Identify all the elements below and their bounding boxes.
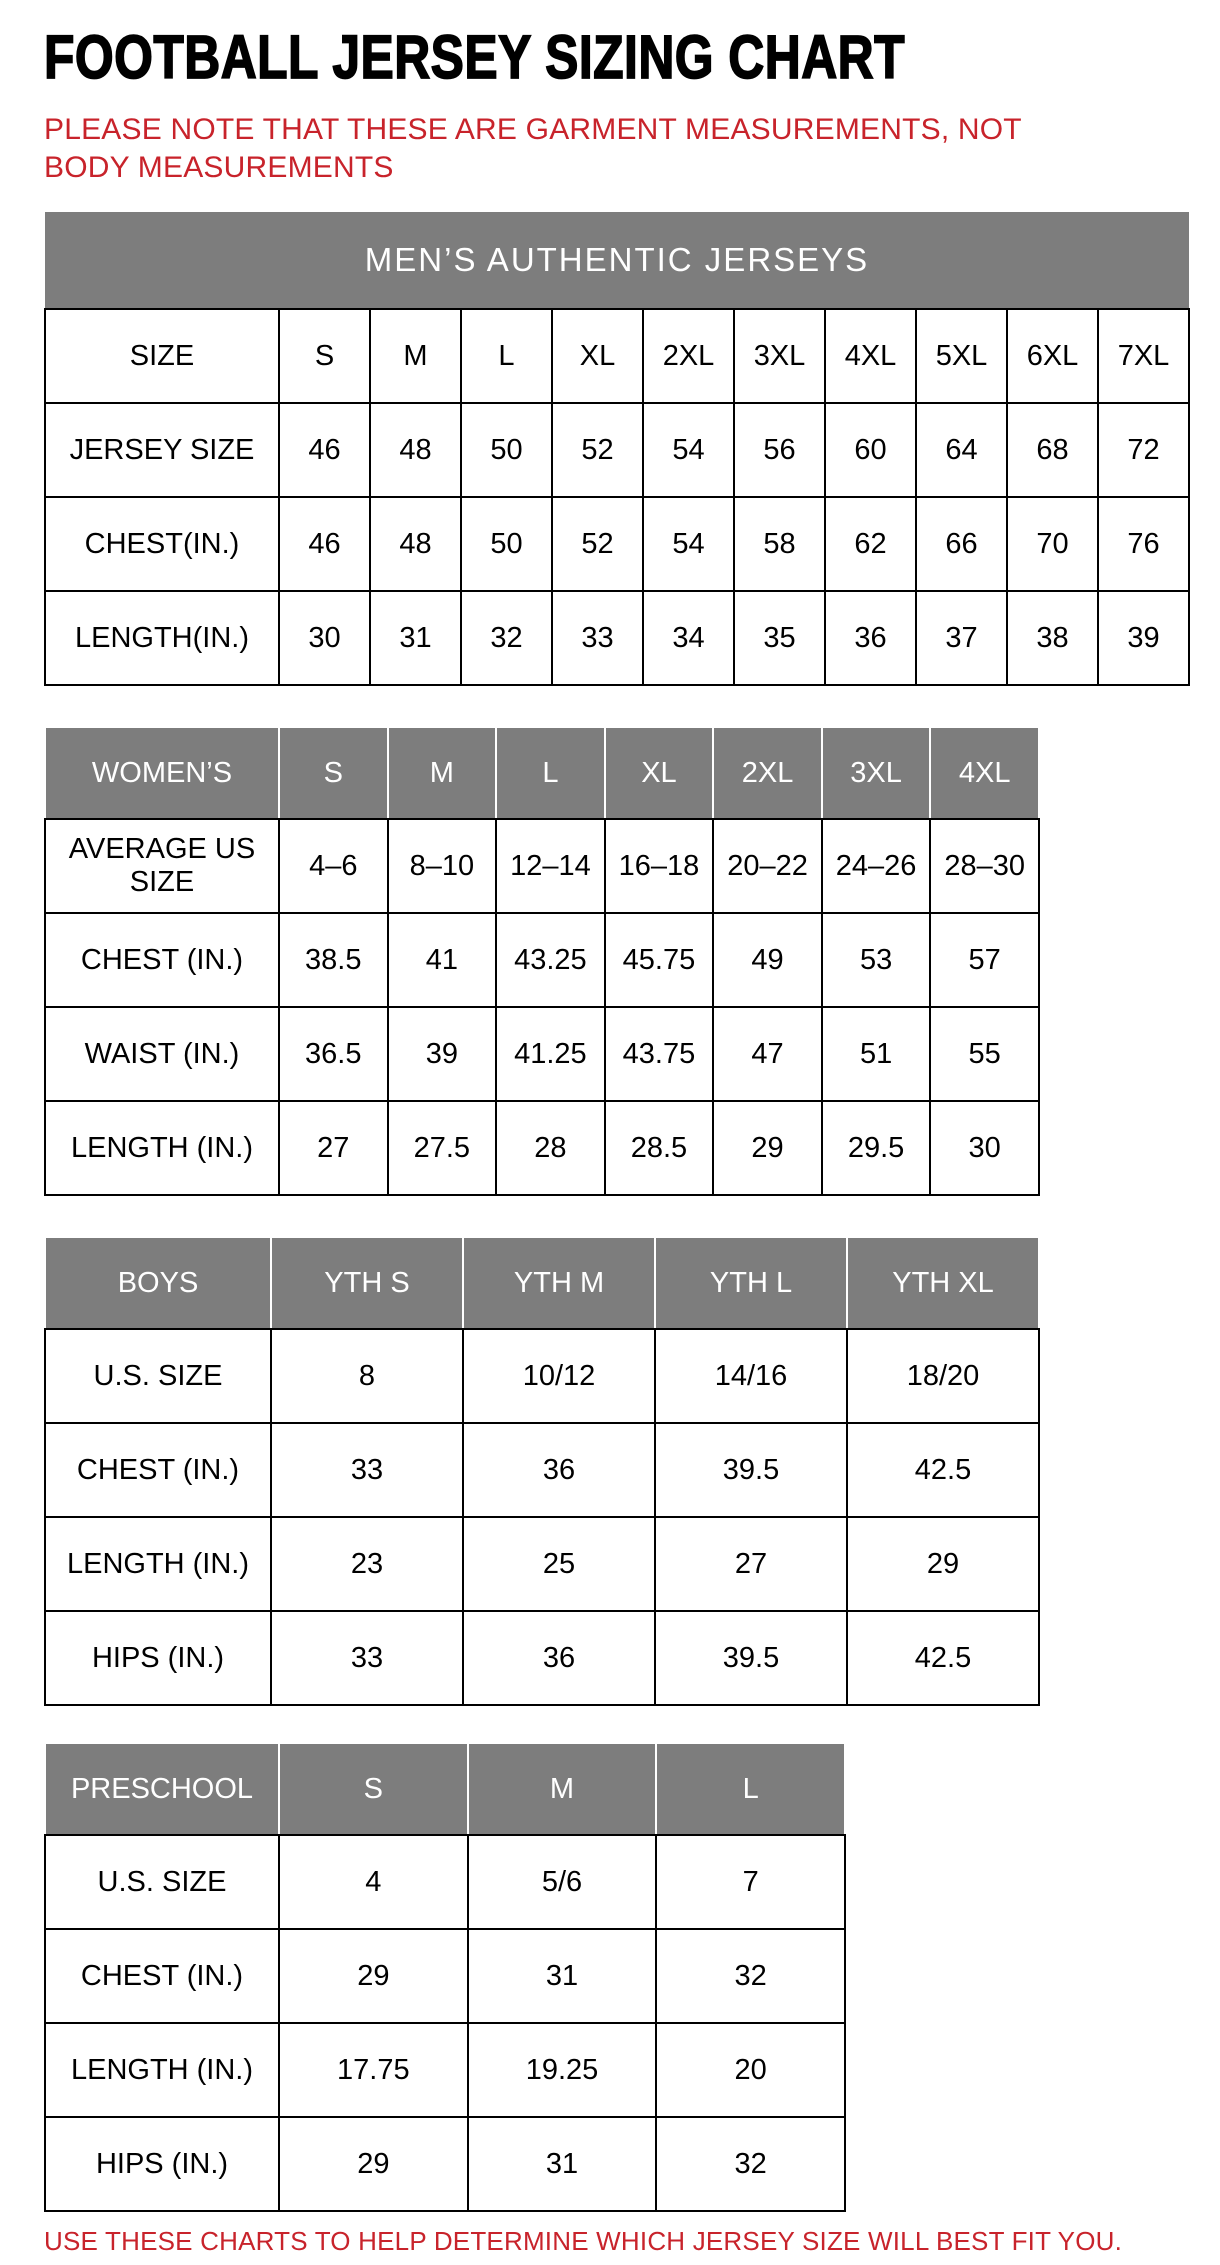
value-cell: 36.5 bbox=[279, 1007, 388, 1101]
value-cell: L bbox=[461, 309, 552, 403]
table-row bbox=[45, 2117, 845, 2211]
value-cell: 48 bbox=[370, 497, 461, 591]
value-cell: 43.25 bbox=[496, 913, 605, 1007]
value-cell: 33 bbox=[552, 591, 643, 685]
value-cell: 34 bbox=[643, 591, 734, 685]
value-cell: 72 bbox=[1098, 403, 1189, 497]
value-cell: 41.25 bbox=[496, 1007, 605, 1101]
value-cell: 42.5 bbox=[847, 1423, 1039, 1517]
row-label-cell: U.S. SIZE bbox=[45, 1835, 279, 1929]
value-cell: 31 bbox=[468, 1929, 657, 2023]
value-cell: 47 bbox=[713, 1007, 822, 1101]
value-cell: 62 bbox=[825, 497, 916, 591]
table-row bbox=[45, 1329, 1039, 1423]
table-row bbox=[45, 591, 1189, 685]
value-cell: 60 bbox=[825, 403, 916, 497]
table-row bbox=[45, 2023, 845, 2117]
value-cell: 6XL bbox=[1007, 309, 1098, 403]
value-cell: 36 bbox=[463, 1611, 655, 1705]
value-cell: 29 bbox=[279, 2117, 468, 2211]
value-cell: 14/16 bbox=[655, 1329, 847, 1423]
row-label-cell: HIPS (IN.) bbox=[45, 1611, 271, 1705]
value-cell: 66 bbox=[916, 497, 1007, 591]
value-cell: 28–30 bbox=[930, 819, 1039, 913]
column-header-cell: 3XL bbox=[822, 727, 931, 819]
row-label-cell: LENGTH (IN.) bbox=[45, 1101, 279, 1195]
fit-advice-footer: USE THESE CHARTS TO HELP DETERMINE WHICH JERSEY SIZE WILL BEST FIT YOU. bbox=[44, 2226, 1123, 2256]
value-cell: 10/12 bbox=[463, 1329, 655, 1423]
value-cell: 49 bbox=[713, 913, 822, 1007]
row-label-cell: U.S. SIZE bbox=[45, 1329, 271, 1423]
womens-sizing-table bbox=[44, 726, 1190, 1196]
value-cell: 7XL bbox=[1098, 309, 1189, 403]
column-header-cell: L bbox=[656, 1743, 845, 1835]
table-row bbox=[45, 1611, 1039, 1705]
table-banner-row bbox=[45, 212, 1189, 309]
value-cell: 28.5 bbox=[605, 1101, 714, 1195]
row-label-cell: AVERAGE US SIZE bbox=[45, 819, 279, 913]
mens-authentic-jerseys bbox=[44, 212, 1190, 686]
value-cell: 4 bbox=[279, 1835, 468, 1929]
table-title-cell: BOYS bbox=[45, 1237, 271, 1329]
value-cell: 53 bbox=[822, 913, 931, 1007]
value-cell: 27 bbox=[655, 1517, 847, 1611]
row-label-cell: LENGTH (IN.) bbox=[45, 1517, 271, 1611]
column-header-cell: YTH L bbox=[655, 1237, 847, 1329]
row-label-cell: CHEST (IN.) bbox=[45, 1423, 271, 1517]
value-cell: 5/6 bbox=[468, 1835, 657, 1929]
value-cell: 23 bbox=[271, 1517, 463, 1611]
value-cell: 20–22 bbox=[713, 819, 822, 913]
value-cell: 3XL bbox=[734, 309, 825, 403]
value-cell: 41 bbox=[388, 913, 497, 1007]
row-label-cell: CHEST (IN.) bbox=[45, 913, 279, 1007]
value-cell: 4XL bbox=[825, 309, 916, 403]
column-header-cell: YTH S bbox=[271, 1237, 463, 1329]
value-cell: 58 bbox=[734, 497, 825, 591]
value-cell: 36 bbox=[825, 591, 916, 685]
table-row bbox=[45, 913, 1039, 1007]
value-cell: 46 bbox=[279, 497, 370, 591]
value-cell: 57 bbox=[930, 913, 1039, 1007]
value-cell: 29 bbox=[847, 1517, 1039, 1611]
column-header-cell: S bbox=[279, 727, 388, 819]
table-header-row bbox=[45, 1237, 1039, 1329]
value-cell: 4–6 bbox=[279, 819, 388, 913]
value-cell: 35 bbox=[734, 591, 825, 685]
value-cell: 54 bbox=[643, 403, 734, 497]
table-row bbox=[45, 1007, 1039, 1101]
table-row bbox=[45, 403, 1189, 497]
value-cell: 52 bbox=[552, 497, 643, 591]
value-cell: 33 bbox=[271, 1611, 463, 1705]
value-cell: 76 bbox=[1098, 497, 1189, 591]
value-cell: 27 bbox=[279, 1101, 388, 1195]
column-header-cell: YTH XL bbox=[847, 1237, 1039, 1329]
table-banner: MEN’S AUTHENTIC JERSEYS bbox=[45, 212, 1189, 309]
column-header-cell: 4XL bbox=[930, 727, 1039, 819]
value-cell: M bbox=[370, 309, 461, 403]
value-cell: 27.5 bbox=[388, 1101, 497, 1195]
row-label-cell: CHEST(IN.) bbox=[45, 497, 279, 591]
page-title: FOOTBALL JERSEY SIZING CHART bbox=[44, 23, 906, 92]
value-cell: 68 bbox=[1007, 403, 1098, 497]
column-header-cell: YTH M bbox=[463, 1237, 655, 1329]
value-cell: 70 bbox=[1007, 497, 1098, 591]
value-cell: 30 bbox=[930, 1101, 1039, 1195]
table-row bbox=[45, 1835, 845, 1929]
value-cell: 16–18 bbox=[605, 819, 714, 913]
value-cell: 46 bbox=[279, 403, 370, 497]
value-cell: 25 bbox=[463, 1517, 655, 1611]
value-cell: 32 bbox=[656, 1929, 845, 2023]
value-cell: 55 bbox=[930, 1007, 1039, 1101]
garment-measurements-note: PLEASE NOTE THAT THESE ARE GARMENT MEASUREMENTS, NOT BODY MEASUREMENTS bbox=[44, 113, 1022, 184]
value-cell: 48 bbox=[370, 403, 461, 497]
column-header-cell: S bbox=[279, 1743, 468, 1835]
row-label-cell: HIPS (IN.) bbox=[45, 2117, 279, 2211]
value-cell: 32 bbox=[656, 2117, 845, 2211]
table-header-row bbox=[45, 727, 1039, 819]
column-header-cell: L bbox=[496, 727, 605, 819]
row-label-cell: LENGTH(IN.) bbox=[45, 591, 279, 685]
value-cell: 39 bbox=[388, 1007, 497, 1101]
value-cell: 24–26 bbox=[822, 819, 931, 913]
value-cell: 45.75 bbox=[605, 913, 714, 1007]
womens-jerseys bbox=[44, 726, 1040, 1196]
value-cell: 52 bbox=[552, 403, 643, 497]
table-title-cell: WOMEN’S bbox=[45, 727, 279, 819]
preschool-jerseys bbox=[44, 1742, 846, 2212]
value-cell: 29.5 bbox=[822, 1101, 931, 1195]
value-cell: 7 bbox=[656, 1835, 845, 1929]
value-cell: 20 bbox=[656, 2023, 845, 2117]
column-header-cell: 2XL bbox=[713, 727, 822, 819]
value-cell: 30 bbox=[279, 591, 370, 685]
table-row bbox=[45, 1929, 845, 2023]
row-label-cell: CHEST (IN.) bbox=[45, 1929, 279, 2023]
value-cell: 18/20 bbox=[847, 1329, 1039, 1423]
table-row bbox=[45, 309, 1189, 403]
table-row bbox=[45, 1423, 1039, 1517]
value-cell: 32 bbox=[461, 591, 552, 685]
value-cell: 38.5 bbox=[279, 913, 388, 1007]
row-label-cell: SIZE bbox=[45, 309, 279, 403]
table-title-cell: PRESCHOOL bbox=[45, 1743, 279, 1835]
boys-sizing-table bbox=[44, 1236, 1190, 1706]
row-label-cell: JERSEY SIZE bbox=[45, 403, 279, 497]
column-header-cell: M bbox=[468, 1743, 657, 1835]
table-header-row bbox=[45, 1743, 845, 1835]
value-cell: 33 bbox=[271, 1423, 463, 1517]
value-cell: 2XL bbox=[643, 309, 734, 403]
mens-sizing-table bbox=[44, 212, 1190, 686]
value-cell: 39.5 bbox=[655, 1423, 847, 1517]
value-cell: 42.5 bbox=[847, 1611, 1039, 1705]
table-row bbox=[45, 1517, 1039, 1611]
value-cell: 51 bbox=[822, 1007, 931, 1101]
column-header-cell: XL bbox=[605, 727, 714, 819]
value-cell: 17.75 bbox=[279, 2023, 468, 2117]
value-cell: 39.5 bbox=[655, 1611, 847, 1705]
value-cell: XL bbox=[552, 309, 643, 403]
value-cell: 64 bbox=[916, 403, 1007, 497]
value-cell: 5XL bbox=[916, 309, 1007, 403]
value-cell: 36 bbox=[463, 1423, 655, 1517]
value-cell: 19.25 bbox=[468, 2023, 657, 2117]
value-cell: 29 bbox=[279, 1929, 468, 2023]
value-cell: 37 bbox=[916, 591, 1007, 685]
value-cell: 29 bbox=[713, 1101, 822, 1195]
row-label-cell: LENGTH (IN.) bbox=[45, 2023, 279, 2117]
table-row bbox=[45, 1101, 1039, 1195]
value-cell: 50 bbox=[461, 497, 552, 591]
value-cell: 43.75 bbox=[605, 1007, 714, 1101]
value-cell: 31 bbox=[370, 591, 461, 685]
value-cell: 28 bbox=[496, 1101, 605, 1195]
value-cell: S bbox=[279, 309, 370, 403]
column-header-cell: M bbox=[388, 727, 497, 819]
table-row bbox=[45, 819, 1039, 913]
value-cell: 56 bbox=[734, 403, 825, 497]
table-row bbox=[45, 497, 1189, 591]
preschool-sizing-table bbox=[44, 1742, 1190, 2212]
value-cell: 12–14 bbox=[496, 819, 605, 913]
value-cell: 54 bbox=[643, 497, 734, 591]
value-cell: 8 bbox=[271, 1329, 463, 1423]
value-cell: 38 bbox=[1007, 591, 1098, 685]
value-cell: 50 bbox=[461, 403, 552, 497]
value-cell: 39 bbox=[1098, 591, 1189, 685]
row-label-cell: WAIST (IN.) bbox=[45, 1007, 279, 1101]
boys-jerseys bbox=[44, 1236, 1040, 1706]
value-cell: 31 bbox=[468, 2117, 657, 2211]
value-cell: 8–10 bbox=[388, 819, 497, 913]
